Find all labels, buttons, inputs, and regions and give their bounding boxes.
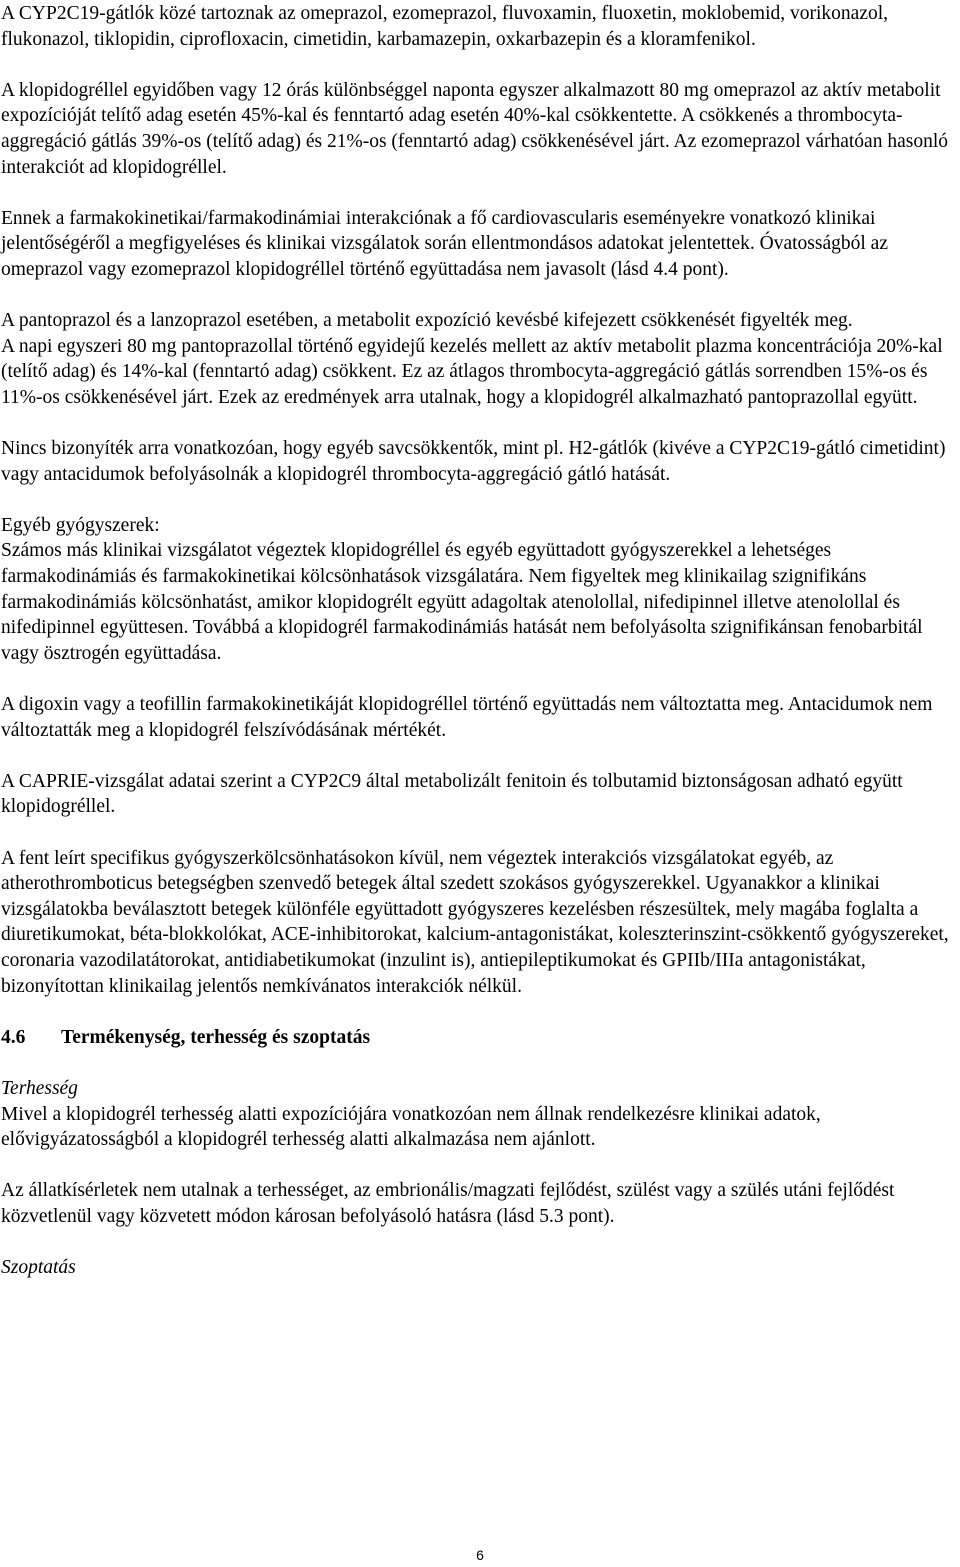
- subheading-pregnancy: Terhesség: [1, 1077, 78, 1099]
- section-heading: [1, 1025, 953, 1051]
- subheading-breastfeeding: Szoptatás: [1, 1257, 76, 1279]
- section-number: 4.6: [1, 1026, 26, 1048]
- paragraph-clinical-relevance: Ennek a farmakokinetikai/farmakodinámiai interakciónak a fő cardiovascularis eseményekre vonatkozó klinikai jelentőségéről a megfigyeléses és klinikai vizsgálatok során ellentmondásos adatokat jelentettek. Óvatosságból az omeprazol vagy ezomeprazol klopidogréllel történő együttadása nem javasolt (lásd 4.4 pont).: [1, 207, 888, 280]
- paragraph-pregnancy-animal: Az állatkísérletek nem utalnak a terhességet, az embrionális/magzati fejlődést, szülést vagy a szülés utáni fejlődést közvetlenül vagy közvetett módon károsan befolyásoló hatásra (lásd 5.3 pont).: [1, 1180, 895, 1227]
- paragraph-pantoprazole-lansoprazole: A pantoprazol és a lanzoprazol esetében, a metabolit expozíció kevésbé kifejezett csökkenését figyelték meg.: [1, 310, 853, 332]
- paragraph-pantoprazole-dose: A napi egyszeri 80 mg pantoprazollal történő egyidejű kezelés mellett az aktív metabolit plazma koncentrációja 20%-kal (telítő adag) és 14%-kal (fenntartó adag) csökkent. Ez az átlagos thrombocyta-aggregáció gátlás sorrendben 15%-os és 11%-os csökkenésével járt. Ezek az eredmények arra utalnak, hogy a klopidogrél alkalmazható pantoprazollal együtt.: [1, 335, 943, 408]
- paragraph-concomitant-medication: A fent leírt specifikus gyógyszerkölcsönhatásokon kívül, nem végeztek interakciós vizsgálatokat egyéb, az atherothromboticus betegségben szenvedő betegek által szedett szokásos gyógyszerekkel. Ugyanakkor a klinikai vizsgálatokba beválasztott betegek különféle együttadott gyógyszeres kezelésben részesültek, mely magába foglalta a diuretikumokat, béta-blokkolókat, ACE-inhibitorokat, kalcium-antagonistákat, koleszterinszint-csökkentő gyógyszereket, coronaria vazodilatátorokat, antidiabetikumokat (inzulint is), antiepileptikumokat és GPIIb/IIIa antagonistákat, bizonyítottan klinikailag jelentős nemkívánatos interakciók nélkül.: [1, 847, 949, 997]
- paragraph-cyp2c19-inhibitors: A CYP2C19-gátlók közé tartoznak az omeprazol, ezomeprazol, fluvoxamin, fluoxetin, moklobemid, vorikonazol, flukonazol, tiklopidin, ciprofloxacin, cimetidin, karbamazepin, oxkarbazepin és a kloramfenikol.: [1, 3, 889, 50]
- paragraph-caprie-study: A CAPRIE-vizsgálat adatai szerint a CYP2C9 által metabolizált fenitoin és tolbutamid biztonságosan adható együtt klopidogréllel.: [1, 770, 903, 818]
- paragraph-other-antacids: Nincs bizonyíték arra vonatkozóan, hogy egyéb savcsökkentők, mint pl. H2-gátlók (kivéve a CYP2C19-gátló cimetidint) vagy antacidumok befolyásolnák a klopidogrél thrombocyta-aggregáció gátló hatását.: [1, 438, 946, 485]
- paragraph-omeprazole-interaction: A klopidogréllel egyidőben vagy 12 órás különbséggel naponta egyszer alkalmazott 80 mg omeprazol az aktív metabolit expozícióját telítő adag esetén 45%-kal és fenntartó adag esetén 40%-kal csökkentette. A csökkenés a thrombocyta-aggregáció gátlás 39%-os (telítő adag) és 21%-os (fenntartó adag) csökkenésével járt. Az ezomeprazol várhatóan hasonló interakciót ad klopidogréllel.: [1, 79, 948, 178]
- paragraph-other-drugs: Számos más klinikai vizsgálatot végeztek klopidogréllel és egyéb együttadott gyógyszerekkel a lehetséges farmakodinámiás és farmakokinetikai kölcsönhatások vizsgálatára. Nem figyeltek meg klinikailag szignifikáns farmakodinámiás kölcsönhatást, amikor klopidogrélt együtt adagoltak atenolollal, nifedipinnel illetve atenolollal és nifedipinnel együttesen. Továbbá a klopidogrél farmakodinámiás hatását nem befolyásolta szignifikánsan fenobarbitál vagy ösztrogén együttadása.: [1, 540, 923, 664]
- paragraph-digoxin-theophylline: A digoxin vagy a teofillin farmakokinetikáját klopidogréllel történő együttadás nem változtatta meg. Antacidumok nem változtatták meg a klopidogrél felszívódásának mértékét.: [1, 694, 933, 741]
- document-body: [1, 1, 953, 1281]
- section-title: Termékenység, terhesség és szoptatás: [61, 1026, 371, 1048]
- paragraph-pregnancy-clinical: Mivel a klopidogrél terhesség alatti expozíciójára vonatkozóan nem állnak rendelkezésre klinikai adatok, elővigyázatosságból a klopidogrél terhesség alatti alkalmazása nem ajánlott.: [1, 1103, 821, 1151]
- subheading-other-drugs: Egyéb gyógyszerek:: [1, 514, 160, 536]
- page-number: 6: [476, 1547, 484, 1563]
